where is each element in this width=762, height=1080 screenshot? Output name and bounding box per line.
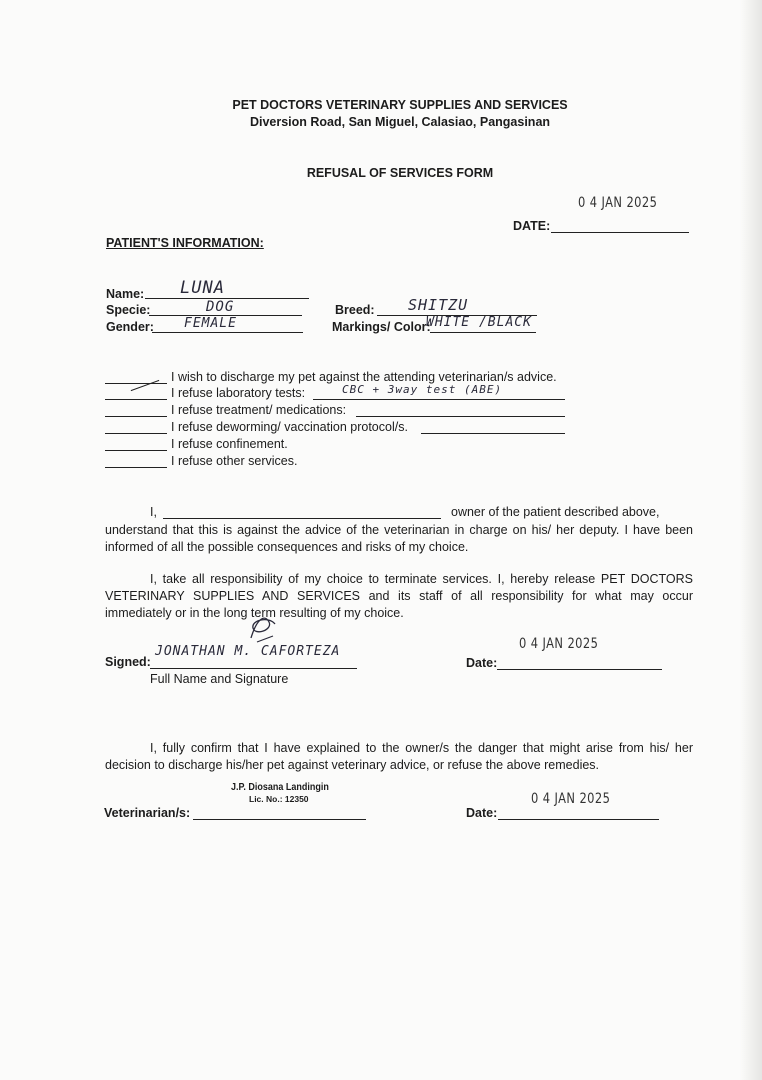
option-3-text: I refuse treatment/ medications: [171,403,347,417]
gender-label: Gender: [106,320,154,334]
breed-value: SHITZU [408,296,469,314]
vet-date-label: Date: [466,806,498,820]
confirmation-text: I, fully confirm that I have explained to the owner/s the danger that might arise from his/ her decision to discharge his/her pet against veterinary advice, or refuse the above remedies. [105,741,693,772]
signed-line [150,668,357,669]
option-4-detail-line [421,433,565,434]
patient-section-label: PATIENT'S INFORMATION: [106,236,264,250]
name-value: LUNA [180,278,225,298]
signature-caption: Full Name and Signature [150,672,289,686]
vet-line [193,819,366,820]
vet-date-stamp: 0 4 JAN 2025 [531,791,611,807]
statement-1-body: understand that this is against the advice of the veterinarian in charge on his/ her deputy. I have been informed of all the possible consequences and risks of my choice. [105,523,693,554]
option-4-check[interactable] [105,433,167,434]
vet-license-stamp: Lic. No.: 12350 [249,794,309,804]
specie-label: Specie: [106,303,151,317]
owner-signature-scribble [243,608,283,648]
signed-label: Signed: [105,655,151,669]
option-5-text: I refuse confinement. [171,437,288,451]
date-top-stamp: 0 4 JAN 2025 [578,195,658,211]
statement-1-suffix: owner of the patient described above, [451,505,660,519]
scan-edge-shadow [740,0,762,1080]
option-6-text: I refuse other services. [171,454,298,468]
specie-value: DOG [206,299,235,315]
markings-line [430,332,536,333]
statement-2: I, take all responsibility of my choice to terminate services. I, hereby release PET DOCTORS VETERINARY SUPPLIES AND SERVICES and its staff of all responsibility for what may occur immediately or in the long term resulting of my choice. [105,572,693,620]
signed-value: JONATHAN M. CAFORTEZA [155,644,341,659]
company-address: Diversion Road, San Miguel, Calasiao, Pangasinan [249,115,551,129]
markings-label: Markings/ Color: [332,320,431,334]
option-2-check[interactable] [105,399,167,400]
option-4-text: I refuse deworming/ vaccination protocol/s. [171,420,408,434]
markings-value: WHITE /BLACK [426,315,532,330]
option-6-check[interactable] [105,467,167,468]
option-5-check[interactable] [105,450,167,451]
gender-value: FEMALE [184,316,237,331]
option-2-text: I refuse laboratory tests: [171,386,306,400]
option-2-checkmark [131,380,160,391]
gender-line [152,332,303,333]
signature-date-stamp: 0 4 JAN 2025 [519,636,599,652]
statement-1-prefix: I, [150,505,157,519]
vet-label: Veterinarian/s: [104,806,191,820]
option-2-detail-line [313,399,565,400]
name-label: Name: [106,287,145,301]
option-1-text: I wish to discharge my pet against the attending veterinarian/s advice. [171,370,557,384]
company-name: PET DOCTORS VETERINARY SUPPLIES AND SERVICES [232,98,568,112]
breed-label: Breed: [335,303,375,317]
signature-date-label: Date: [466,656,498,670]
option-3-detail-line [356,416,565,417]
owner-name-line [163,518,441,519]
form-title: REFUSAL OF SERVICES FORM [306,166,494,180]
date-top-line [551,232,689,233]
vet-date-line [498,819,659,820]
signature-date-line [497,669,662,670]
date-top-label: DATE: [513,219,551,233]
vet-name-stamp: J.P. Diosana Landingin [231,782,329,793]
option-2-detail: CBC + 3way test (ABE) [342,383,503,396]
option-1-check[interactable] [105,383,167,384]
option-3-check[interactable] [105,416,167,417]
